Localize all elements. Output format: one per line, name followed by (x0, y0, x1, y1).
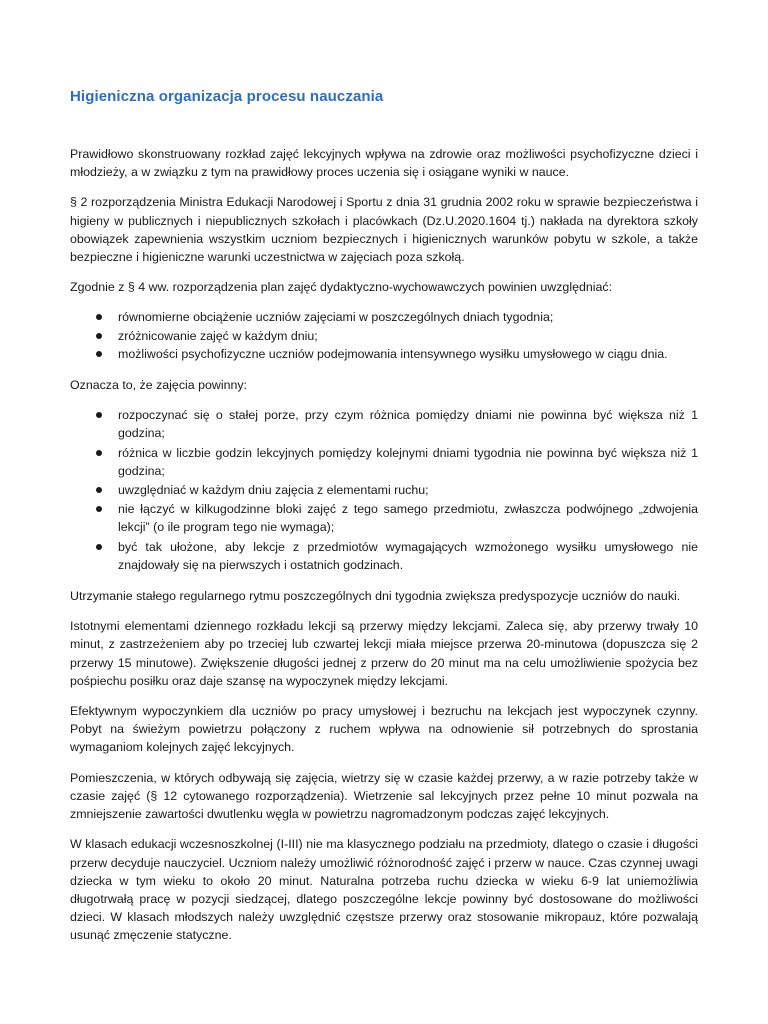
list-plan-requirements (70, 308, 698, 363)
list-lesson-rules (70, 406, 698, 574)
paragraph-meaning: Oznacza to, że zajęcia powinny: (70, 378, 248, 393)
list-item: rozpoczynać się o stałej porze, przy czym różnica pomiędzy dniami nie powinna być większa niż 1 godzina; (118, 406, 698, 442)
document-title: Higieniczna organizacja procesu nauczania (70, 88, 384, 105)
list-item: zróżnicowanie zajęć w każdym dniu; (118, 327, 698, 345)
paragraph-ventilation: Pomieszczenia, w których odbywają się zajęcia, wietrzy się w czasie każdej przerwy, a w razie potrzeby także w czasie zajęć (§ 12 cytowanego rozporządzenia). Wietrzenie sal lekcyjnych przez pełne 10 minut pozwala na zmniejszenie zawartości dwutlenku węgla w powietrzu nagromadzonym podczas zajęć lekcyjnych. (70, 770, 698, 822)
paragraph-regulation: § 2 rozporządzenia Ministra Edukacji Narodowej i Sportu z dnia 31 grudnia 2002 roku w sprawie bezpieczeństwa i higieny w publicznych i niepublicznych szkołach i placówkach (Dz.U.2020.1604 tj.) nakłada na dyrektora szkoły obowiązek zapewnienia wszystkim uczniom bezpiecznych i higienicznych warunków pobytu w szkole, a także bezpieczne i higieniczne warunki uczestnictwa w zajęciach poza szkołą. (70, 195, 698, 265)
list-item: równomierne obciążenie uczniów zajęciami w poszczególnych dniach tygodnia; (118, 308, 698, 326)
list-item: być tak ułożone, aby lekcje z przedmiotów wymagających wzmożonego wysiłku umysłowego nie znajdowały się na pierwszych i ostatnich godzinach. (118, 538, 698, 574)
list-item: różnica w liczbie godzin lekcyjnych pomiędzy kolejnymi dniami tygodnia nie powinna być większa niż 1 godzina; (118, 444, 698, 480)
paragraph-plan-requirements: Zgodnie z § 4 ww. rozporządzenia plan zajęć dydaktyczno-wychowawczych powinien uwzględniać: (70, 280, 613, 295)
paragraph-active-rest: Efektywnym wypoczynkiem dla uczniów po pracy umysłowej i bezruchu na lekcjach jest wypoczynek czynny. Pobyt na świeżym powietrzu połączony z ruchem wpływa na odnowienie sił potrzebnych do sprostania wymaganiom kolejnych zajęć lekcyjnych. (70, 704, 698, 755)
list-item: nie łączyć w kilkugodzinne bloki zajęć z tego samego przedmiotu, zwłaszcza podwójnego „zdwojenia lekcji” (o ile program tego nie wymaga); (118, 500, 698, 536)
paragraph-breaks: Istotnymi elementami dziennego rozkładu lekcji są przerwy między lekcjami. Zaleca się, aby przerwy trwały 10 minut, z zastrzeżeniem aby po trzeciej lub czwartej lekcji miała miejsce przerwa 20-minutowa (dopuszcza się 2 przerwy 15 minutowe). Zwiększenie długości jednej z przerw do 20 minut ma na celu umożliwienie spożycia bez pośpiechu posiłku oraz daje szansę na wypoczynek między lekcjami. (70, 619, 698, 688)
list-item: uwzględniać w każdym dniu zajęcia z elementami ruchu; (118, 481, 698, 499)
list-item: możliwości psychofizyczne uczniów podejmowania intensywnego wysiłku umysłowego w ciągu dnia. (118, 345, 698, 363)
paragraph-early-education: W klasach edukacji wczesnoszkolnej (I-III) nie ma klasycznego podziału na przedmioty, dlatego o czasie i długości przerw decyduje nauczyciel. Uczniom należy umożliwić różnorodność zajęć i przerw w nauce. Czas czynnej uwagi dziecka w tym wieku to około 20 minut. Naturalna potrzeba ruchu dziecka w wieku 6-9 lat uniemożliwia długotrwałą pracę w pozycji siedzącej, dlatego poszczególne lekcje powinny być dostosowane do możliwości dzieci. W klasach młodszych należy uwzględnić częstsze przerwy oraz stosowanie mikropauz, które pozwalają usunąć zmęczenie statyczne. (70, 837, 698, 943)
paragraph-rhythm: Utrzymanie stałego regularnego rytmu poszczególnych dni tygodnia zwiększa predyspozycje uczniów do nauki. (70, 589, 681, 604)
paragraph-intro: Prawidłowo skonstruowany rozkład zajęć lekcyjnych wpływa na zdrowie oraz możliwości psychofizyczne dzieci i młodzieży, a w związku z tym na prawidłowy proces uczenia się i osiągane wyniki w nauce. (70, 147, 698, 180)
